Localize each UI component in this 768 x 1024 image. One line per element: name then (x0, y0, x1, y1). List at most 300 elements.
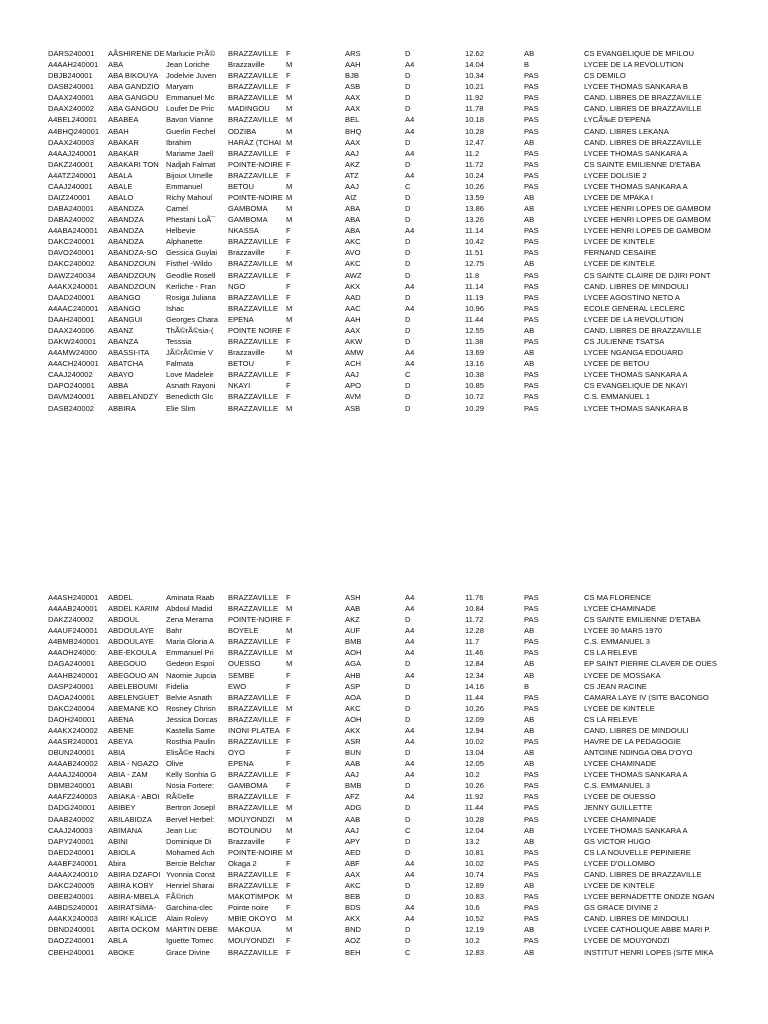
table-cell: AAD (345, 292, 361, 302)
table-cell: ABENA (108, 714, 134, 724)
table-cell: BUN (345, 748, 362, 758)
table-cell: F (286, 615, 291, 625)
table-cell: ASP (345, 681, 361, 691)
table-cell: Maria Gloria A (166, 637, 215, 647)
table-cell: Tesssia (166, 337, 192, 347)
table-cell: DAOZ240001 (48, 936, 95, 946)
table-cell: Abira (108, 858, 126, 868)
table-cell: LYCEE DE OUESSO (584, 792, 656, 802)
table-cell: 12.28 (465, 626, 485, 636)
table-cell: 10.18 (465, 115, 485, 125)
table-cell: D (405, 104, 411, 114)
table-cell: F (286, 936, 291, 946)
table-cell: LYCEE CHAMINADE (584, 604, 657, 614)
table-cell: PAS (524, 370, 539, 380)
table-cell: AAX (345, 869, 361, 879)
table-cell: AB (524, 714, 535, 724)
table-cell: Jean Luc (166, 825, 197, 835)
table-cell: Brazzaville (228, 836, 265, 846)
table-cell: AFZ (345, 792, 360, 802)
table-cell: GS GRACE DIVINE 2 (584, 903, 658, 913)
table-cell: Bervel Herbel: (166, 814, 215, 824)
table-cell: Geodlie Rosell (166, 270, 216, 280)
table-cell: 10.28 (465, 814, 485, 824)
table-cell: LYCEE HENRI LOPES DE GAMBOM (584, 204, 711, 214)
table-row (0, 603, 768, 614)
table-cell: PAS (524, 703, 539, 713)
table-row (0, 625, 768, 636)
table-cell: F (286, 148, 291, 158)
table-row (0, 769, 768, 780)
table-cell: PAS (524, 104, 539, 114)
table-cell: D (405, 204, 411, 214)
table-row (0, 48, 768, 59)
table-cell: A4 (405, 148, 415, 158)
table-cell: A4 (405, 115, 415, 125)
table-cell: Emmanuel Pri (166, 648, 214, 658)
table-cell: CS EVANGELIQUE DE NKAYI (584, 381, 688, 391)
table-cell: ARS (345, 49, 361, 58)
table-cell: AB (524, 49, 535, 58)
table-cell: Phestani LoÃ¯ (166, 215, 216, 225)
table-cell: 11.44 (465, 314, 484, 324)
table-cell: 10.26 (465, 181, 485, 191)
table-cell: DAED240001 (48, 847, 95, 857)
table-cell: 11.8 (465, 270, 480, 280)
table-cell: JÃ©rÃ©mie V (166, 348, 214, 358)
table-cell: AB (524, 626, 535, 636)
table-cell: BRAZZAVILLE (228, 869, 279, 879)
table-cell: AB (524, 947, 535, 957)
table-cell: AÃSHIRENE DE (108, 49, 165, 58)
table-cell: F (286, 359, 291, 369)
table-cell: ABIA - NGAZO (108, 759, 159, 769)
table-cell: A4BMB240001 (48, 637, 100, 647)
table-cell: CS LA RELEVE (584, 648, 638, 658)
table-cell: EWO (228, 681, 247, 691)
table-cell: Helbevie (166, 226, 196, 236)
table-cell: 10.85 (465, 381, 485, 391)
table-cell: 10.2 (465, 936, 480, 946)
table-cell: LYCEE HENRI LOPES DE GAMBOM (584, 215, 711, 225)
results-table-2 (0, 592, 768, 958)
table-cell: AAX (345, 104, 361, 114)
table-cell: D (405, 292, 411, 302)
table-cell: 10.02 (465, 737, 485, 747)
table-cell: A4ATZ240001 (48, 170, 97, 180)
table-cell: ECOLE GENERAL LECLERC (584, 303, 686, 313)
table-cell: Kelly Sonhia G (166, 770, 217, 780)
table-cell: 11.76 (465, 593, 484, 602)
table-cell: F (286, 781, 291, 791)
table-cell: F (286, 869, 291, 879)
table-cell: 10.21 (465, 82, 485, 92)
table-cell: LYCEE DE KINTELE (584, 237, 655, 247)
table-cell: 11.19 (465, 292, 484, 302)
table-cell: PAS (524, 814, 539, 824)
table-cell: A4 (405, 359, 415, 369)
table-cell: A4 (405, 303, 415, 313)
table-row (0, 103, 768, 114)
table-cell: ABITA OCKOM (108, 925, 160, 935)
table-cell: A4AAC240001 (48, 303, 99, 313)
table-row (0, 825, 768, 836)
table-cell: PAS (524, 615, 539, 625)
table-cell: BRAZZAVILLE (228, 115, 279, 125)
table-cell: Asnath Rayoni (166, 381, 216, 391)
table-cell: A4BEL240001 (48, 115, 97, 125)
table-cell: ABANGO (108, 292, 141, 302)
table-cell: ABANZ (108, 325, 134, 335)
table-cell: AKC (345, 237, 361, 247)
table-cell: BRAZZAVILLE (228, 71, 279, 81)
table-cell: PAS (524, 792, 539, 802)
table-cell: A4AFZ240003 (48, 792, 97, 802)
table-cell: ABOKE (108, 947, 135, 957)
table-cell: AB (524, 325, 535, 335)
table-cell: A4 (405, 670, 415, 680)
table-row (0, 747, 768, 758)
table-cell: BRAZZAVILLE (228, 947, 279, 957)
table-cell: A4AUF240001 (48, 626, 98, 636)
table-cell: ABABEA (108, 115, 139, 125)
table-cell: ABIBEY (108, 803, 136, 813)
table-cell: BDS (345, 903, 361, 913)
table-cell: A4ACH240001 (48, 359, 99, 369)
table-cell: M (286, 847, 293, 857)
table-cell: LYCEE DE KINTELE (584, 881, 655, 891)
table-cell: A4 (405, 226, 415, 236)
table-cell: D (405, 71, 411, 81)
table-cell: BRAZZAVILLE (228, 737, 279, 747)
table-cell: 11.44 (465, 692, 484, 702)
table-cell: AWZ (345, 270, 362, 280)
table-cell: DAAD240001 (48, 292, 95, 302)
table-cell: F (286, 637, 291, 647)
table-cell: AAJ (345, 148, 359, 158)
table-cell: 11.72 (465, 615, 484, 625)
table-cell: A4ASH240001 (48, 593, 99, 602)
table-cell: CS MA FLORENCE (584, 593, 652, 602)
table-row (0, 159, 768, 170)
table-cell: BRAZZAVILLE (228, 703, 279, 713)
table-cell: DAKW240001 (48, 337, 97, 347)
table-cell: AB (524, 348, 535, 358)
table-cell: ABDEL (108, 593, 133, 602)
table-cell: Loufet De Pric (166, 104, 215, 114)
table-row (0, 270, 768, 281)
table-cell: Jodelvie Juven (166, 71, 217, 81)
table-cell: A4AOH24000: (48, 648, 97, 658)
table-row (0, 869, 768, 880)
table-cell: DAPO240001 (48, 381, 95, 391)
table-row (0, 592, 768, 603)
table-cell: DAKC240001 (48, 237, 95, 247)
table-cell: AKX (345, 725, 361, 735)
table-cell: BRAZZAVILLE (228, 270, 279, 280)
table-cell: Rosney Chrisn (166, 703, 216, 713)
table-cell: Yvonnia Const (166, 869, 215, 879)
table-cell: DBJB240001 (48, 71, 93, 81)
table-cell: LYCEE DOLISIE 2 (584, 170, 647, 180)
table-cell: ABANDZA (108, 226, 144, 236)
table-cell: AAC (345, 303, 361, 313)
table-cell: ABANDZA (108, 204, 144, 214)
table-cell: A4AKX240003 (48, 914, 98, 924)
table-cell: Elie Slim (166, 403, 196, 413)
table-cell: AKW (345, 337, 363, 347)
table-row (0, 858, 768, 869)
table-cell: BOTOUNOU (228, 825, 272, 835)
table-cell: MBIE OKOYO (228, 914, 277, 924)
table-cell: DASB240002 (48, 403, 95, 413)
table-cell: BMB (345, 637, 362, 647)
table-cell: ABAH (108, 126, 129, 136)
table-cell: 13.59 (465, 193, 485, 203)
table-cell: BRAZZAVILLE (228, 49, 279, 58)
table-cell: DAAH240001 (48, 314, 95, 324)
table-cell: F (286, 881, 291, 891)
table-cell: F (286, 681, 291, 691)
table-cell: PAS (524, 858, 539, 868)
table-cell: PAS (524, 637, 539, 647)
table-cell: ABIRATSIMA- (108, 903, 156, 913)
table-cell: CAND. LIBRES DE BRAZZAVILLE (584, 137, 702, 147)
table-cell: DAVO240001 (48, 248, 95, 258)
table-cell: LYCEE 30 MARS 1970 (584, 626, 662, 636)
table-cell: F (286, 792, 291, 802)
table-cell: BRAZZAVILLE (228, 403, 279, 413)
table-cell: APY (345, 836, 361, 846)
table-cell: BRAZZAVILLE (228, 648, 279, 658)
table-cell: A4BHQ240001 (48, 126, 100, 136)
table-cell: GAMBOMA (228, 204, 268, 214)
table-cell: ABASSI-ITA (108, 348, 150, 358)
table-cell: D (405, 836, 411, 846)
table-cell: AB (524, 881, 535, 891)
table-cell: AGA (345, 659, 362, 669)
table-cell: 10.84 (465, 604, 485, 614)
table-cell: PAS (524, 226, 539, 236)
table-cell: 11.44 (465, 803, 484, 813)
table-cell: Rosthia Paulin (166, 737, 215, 747)
table-cell: DAOH240001 (48, 714, 96, 724)
table-cell: PAS (524, 781, 539, 791)
table-cell: Fidelia (166, 681, 189, 691)
table-cell: PAS (524, 903, 539, 913)
table-row (0, 292, 768, 303)
table-cell: BRAZZAVILLE (228, 337, 279, 347)
table-cell: M (286, 604, 293, 614)
table-cell: Jean Loriche (166, 60, 210, 70)
table-cell: FÃ©rich (166, 892, 194, 902)
table-cell: F (286, 237, 291, 247)
table-cell: Benedicth Glc (166, 392, 214, 402)
table-cell: A4 (405, 604, 415, 614)
table-cell: 12.04 (465, 825, 485, 835)
table-cell: DAKC240002 (48, 259, 95, 269)
table-cell: A4ASR240001 (48, 737, 99, 747)
table-cell: A4AKX240001 (48, 281, 98, 291)
table-cell: ElisÃ©e Rachi (166, 748, 215, 758)
table-cell: M (286, 60, 293, 70)
table-cell: CS LA NOUVELLE PEPINIERE (584, 847, 691, 857)
table-cell: AAJ (345, 181, 359, 191)
table-cell: 13.86 (465, 204, 485, 214)
table-cell: D (405, 237, 411, 247)
table-cell: BND (345, 925, 362, 935)
table-cell: ADG (345, 803, 362, 813)
table-row (0, 947, 768, 958)
table-cell: F (286, 49, 291, 58)
table-cell: 10.24 (465, 170, 485, 180)
table-cell: C (405, 370, 411, 380)
table-cell: ABENE (108, 725, 134, 735)
table-cell: A4ABF240001 (48, 858, 98, 868)
table-cell: A4 (405, 626, 415, 636)
table-cell: LYCEE DE MPAKA I (584, 193, 653, 203)
table-cell: PAS (524, 593, 539, 602)
table-cell: Nadjah Falmat (166, 159, 216, 169)
table-cell: ABLA (108, 936, 128, 946)
table-cell: AAJ (345, 825, 359, 835)
table-cell: D (405, 615, 411, 625)
table-block-1 (0, 48, 768, 414)
table-cell: A4 (405, 869, 415, 879)
table-row (0, 802, 768, 813)
table-cell: F (286, 947, 291, 957)
table-cell: BRAZZAVILLE (228, 637, 279, 647)
table-cell: AOH (345, 648, 362, 658)
table-cell: LYCEE BERNADETTE ONDZE NGAN (584, 892, 715, 902)
table-cell: DBEB240001 (48, 892, 95, 902)
table-cell: F (286, 748, 291, 758)
table-cell: C (405, 825, 411, 835)
table-cell: CAAJ240001 (48, 181, 93, 191)
table-cell: ABEGOUO AN (108, 670, 159, 680)
table-cell: LYCEE DE KINTELE (584, 703, 655, 713)
table-cell: LYCEE DE MOSSAKA (584, 670, 661, 680)
table-cell: DAKZ240002 (48, 615, 94, 625)
table-cell: CAND. LIBRES DE BRAZZAVILLE (584, 104, 702, 114)
table-cell: Bavon Vianne (166, 115, 214, 125)
table-cell: PAS (524, 847, 539, 857)
table-cell: F (286, 159, 291, 169)
table-row (0, 935, 768, 946)
table-cell: ABALE (108, 181, 133, 191)
table-cell: D (405, 49, 411, 58)
table-cell: PAS (524, 314, 539, 324)
table-cell: 13.2 (465, 836, 480, 846)
table-cell: AKX (345, 914, 361, 924)
table-cell: ABE-EKOULA (108, 648, 157, 658)
table-cell: 10.26 (465, 703, 485, 713)
table-cell: BEB (345, 892, 361, 902)
table-row (0, 814, 768, 825)
table-cell: ABANDZOUN (108, 270, 156, 280)
table-cell: F (286, 593, 291, 602)
table-cell: F (286, 725, 291, 735)
table-cell: Iguette Tomec (166, 936, 214, 946)
table-row (0, 670, 768, 681)
table-cell: GAMBOMA (228, 781, 268, 791)
table-row (0, 170, 768, 181)
table-cell: A4AAJ240004 (48, 770, 97, 780)
table-cell: 12.05 (465, 759, 485, 769)
table-cell: PAS (524, 648, 539, 658)
table-row (0, 636, 768, 647)
table-cell: Grace Divine (166, 947, 210, 957)
table-cell: D (405, 325, 411, 335)
table-cell: Pointe noire (228, 903, 269, 913)
table-cell: 11.14 (465, 281, 484, 291)
table-cell: D (405, 659, 411, 669)
table-cell: AB (524, 670, 535, 680)
table-cell: DAAB240002 (48, 814, 95, 824)
table-row (0, 380, 768, 391)
table-cell: BRAZZAVILLE (228, 803, 279, 813)
table-cell: D (405, 692, 411, 702)
table-cell: A4AAX240010 (48, 869, 98, 879)
table-cell: M (286, 803, 293, 813)
table-cell: HAVRE DE LA PEDAGOGIE (584, 737, 681, 747)
table-cell: M (286, 659, 293, 669)
table-row (0, 647, 768, 658)
table-cell: 10.38 (465, 370, 485, 380)
table-cell: Kerliche - Fran (166, 281, 216, 291)
table-cell: ABA (108, 60, 124, 70)
table-cell: 10.02 (465, 858, 485, 868)
table-cell: BMB (345, 781, 362, 791)
table-cell: 10.2 (465, 770, 480, 780)
table-cell: F (286, 381, 291, 391)
table-cell: GS VICTOR HUGO (584, 836, 651, 846)
table-cell: ABIRA-MBELA (108, 892, 160, 902)
table-cell: ABINI (108, 836, 128, 846)
table-cell: 14.16 (465, 681, 485, 691)
table-cell: D (405, 403, 411, 413)
table-cell: 10.72 (465, 392, 485, 402)
table-row (0, 214, 768, 225)
table-cell: 10.6 (465, 903, 480, 913)
table-row (0, 325, 768, 336)
table-row (0, 913, 768, 924)
table-cell: AB (524, 825, 535, 835)
table-row (0, 902, 768, 913)
table-cell: DAAX240001 (48, 93, 95, 103)
table-cell: ABEYA (108, 737, 133, 747)
table-cell: DARS240001 (48, 49, 95, 58)
table-row (0, 247, 768, 258)
table-cell: D (405, 270, 411, 280)
table-cell: LYCEE DE BETOU (584, 359, 650, 369)
table-row (0, 70, 768, 81)
table-cell: DABA240002 (48, 215, 95, 225)
table-cell: AAX (345, 325, 361, 335)
table-cell: Ibrahim (166, 137, 192, 147)
table-cell: A4AAH240001 (48, 60, 99, 70)
table-cell: POINTE NOIRE (228, 325, 283, 335)
table-cell: AB (524, 204, 535, 214)
table-cell: ABANDZOUN (108, 259, 156, 269)
table-cell: LYCEE HENRI LOPES DE GAMBOM (584, 226, 711, 236)
table-cell: Olive (166, 759, 184, 769)
table-cell: DAKC240005 (48, 881, 95, 891)
table-cell: Mohamed Ach (166, 847, 215, 857)
table-cell: Kastella Same (166, 725, 215, 735)
table-cell: D (405, 215, 411, 225)
table-cell: POINTE-NOIRE (228, 847, 283, 857)
